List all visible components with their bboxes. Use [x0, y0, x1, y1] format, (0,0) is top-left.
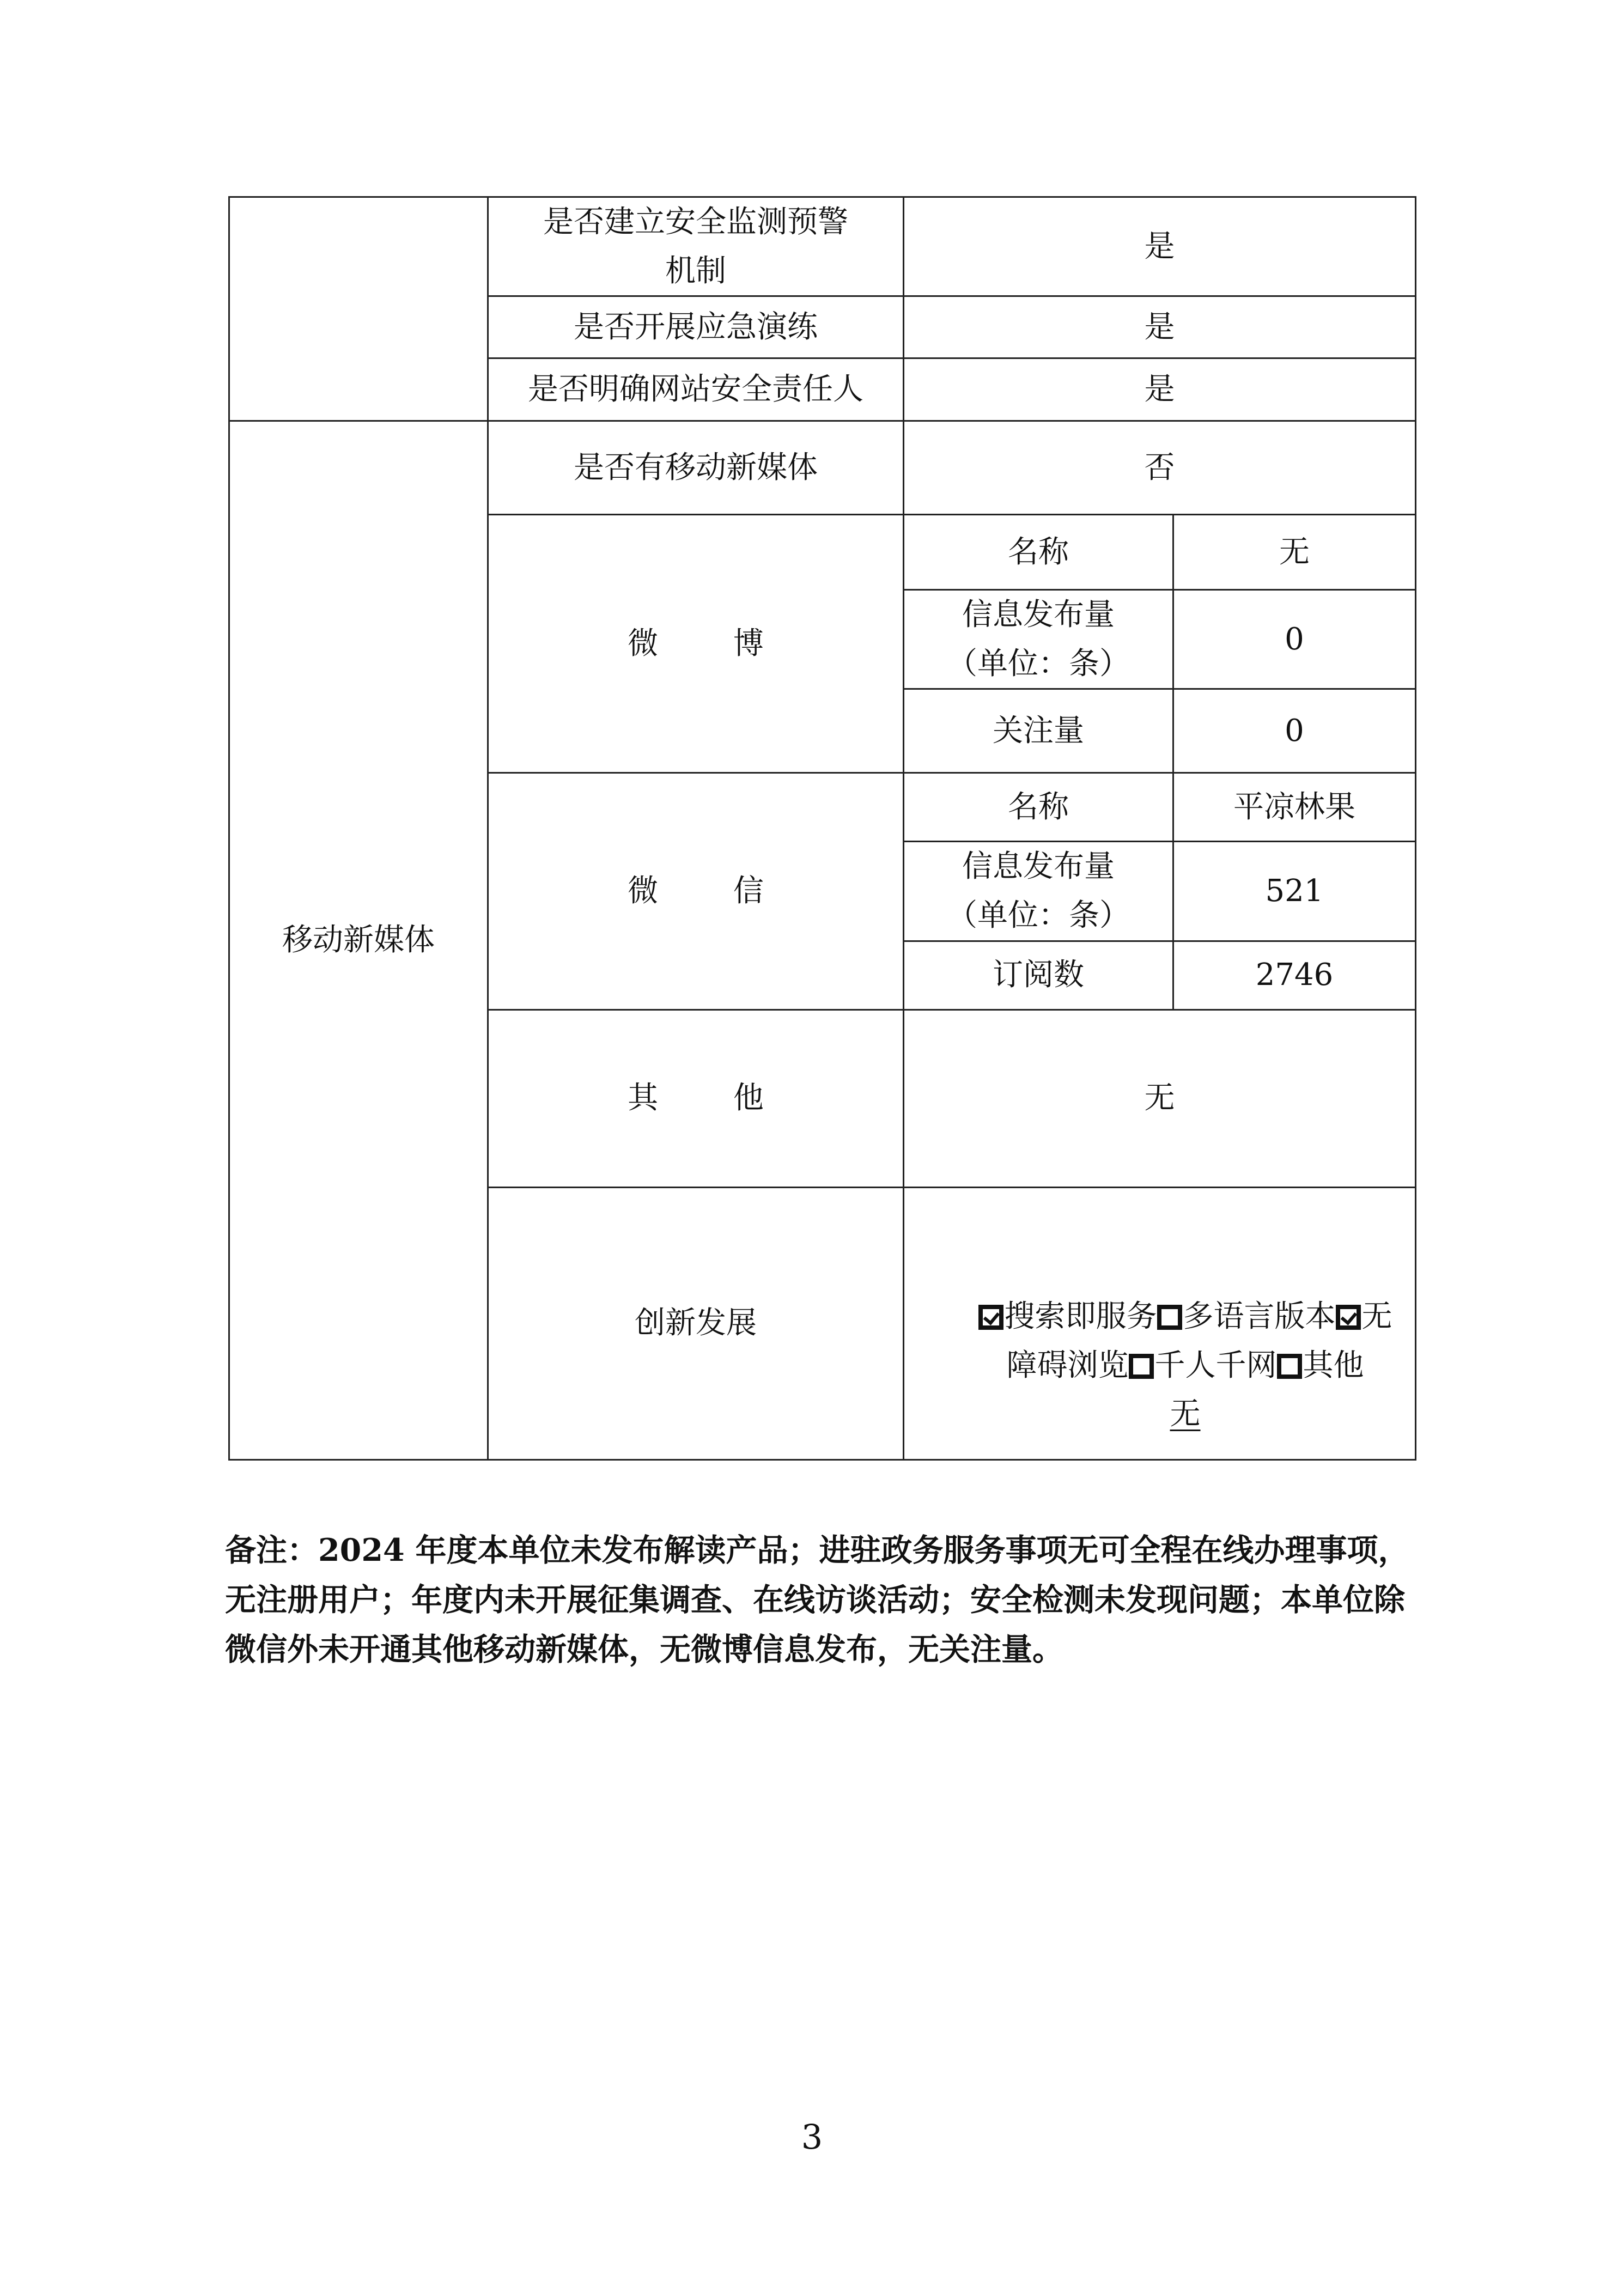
table-row: [229, 197, 1416, 296]
innovation-options-cell: [904, 1187, 1416, 1459]
field-label: 订阅数: [904, 941, 1173, 1009]
field-label: 名称: [904, 773, 1173, 842]
option-label: 多语言版本: [1183, 1299, 1336, 1335]
checkbox-icon: [978, 1305, 1003, 1330]
page-number: 3: [801, 2117, 823, 2157]
option-label: 无障碍浏览: [1006, 1299, 1392, 1383]
option-search-service: [978, 1299, 1157, 1334]
field-value: 521: [1173, 842, 1416, 941]
field-label: 信息发布量（单位：条）: [904, 590, 1173, 689]
field-label: 信息发布量（单位：条）: [904, 842, 1173, 941]
checkbox-icon: [1129, 1354, 1154, 1379]
footnote: 备注：2024 年度本单位未发布解读产品；进驻政务服务事项无可全程在线办理事项，无注册用户；年度内未开展征集调查、在线访谈活动；安全检测未发现问题；本单位除微信外未开通其他移动新媒体，无微博信息发布，无关注量。: [225, 1532, 1409, 1668]
checkbox-icon: [1277, 1354, 1302, 1379]
row-value: 否: [904, 421, 1416, 515]
row-value: 是: [904, 296, 1416, 358]
other-label: 其 他: [488, 1009, 904, 1187]
field-label: 关注量: [904, 689, 1173, 773]
wechat-label: 微 信: [488, 773, 904, 1009]
row-label: 是否明确网站安全责任人: [488, 358, 904, 421]
field-value: 0: [1173, 590, 1416, 689]
field-value: 0: [1173, 689, 1416, 773]
checkbox-icon: [1157, 1305, 1182, 1330]
row-label: 是否建立安全监测预警机制: [488, 197, 904, 296]
field-value: 平凉林果: [1173, 773, 1416, 842]
option-other: [1277, 1348, 1364, 1383]
option-label: 千人千网: [1154, 1347, 1277, 1383]
field-label: 名称: [904, 515, 1173, 590]
innovation-options: [969, 1292, 1402, 1390]
weibo-label: 微 博: [488, 515, 904, 773]
table-row: [229, 421, 1416, 515]
row-label: 是否开展应急演练: [488, 296, 904, 358]
report-table: [228, 196, 1416, 1461]
checkbox-icon: [1336, 1305, 1361, 1330]
option-label: 搜索即服务: [1004, 1299, 1157, 1335]
option-personalized: [1129, 1348, 1277, 1383]
option-label: 其他: [1303, 1347, 1364, 1383]
mobile-media-section-label: 移动新媒体: [229, 421, 488, 1459]
innovation-section-label: 创新发展: [488, 1187, 904, 1459]
field-value: 无: [1173, 515, 1416, 590]
field-value: 2746: [1173, 941, 1416, 1009]
row-label: 是否有移动新媒体: [488, 421, 904, 515]
row-value: 是: [904, 197, 1416, 296]
innovation-other-text: 无: [1170, 1396, 1201, 1432]
other-value: 无: [904, 1009, 1416, 1187]
security-section-cell: [229, 197, 488, 421]
row-value: 是: [904, 358, 1416, 421]
option-multilingual: [1157, 1299, 1336, 1334]
